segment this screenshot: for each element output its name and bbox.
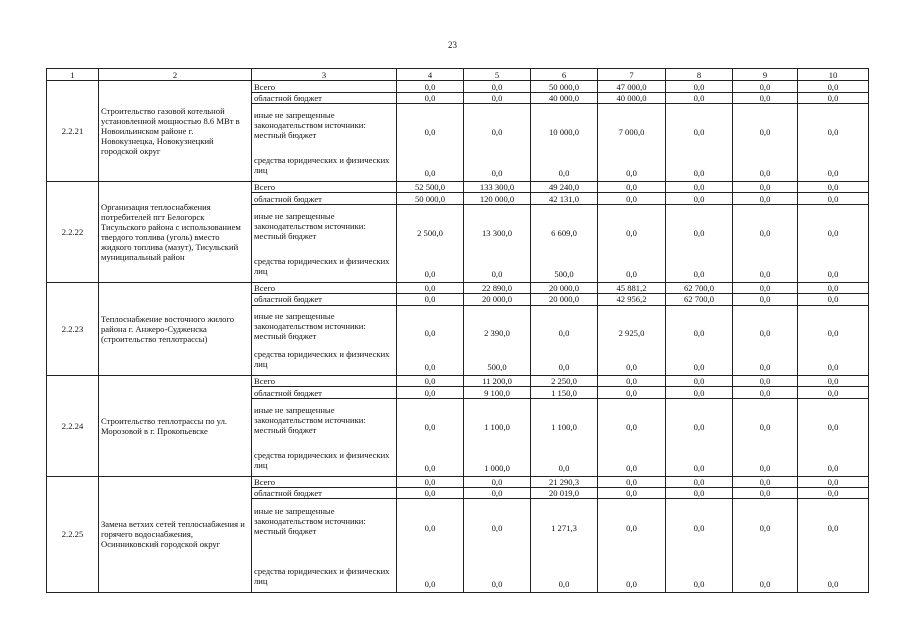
source-local: местный бюджет [254, 331, 317, 342]
value-local: 0,0 [759, 522, 771, 533]
value-pair [531, 499, 598, 593]
value-legal: 0,0 [424, 268, 436, 279]
value-pair [464, 204, 531, 282]
item-name: Строительство газовой котельной установленной мощностью 8.6 МВт в Новоильинском районе г. Новокузнецка, Новокузнецкий городской округ [99, 81, 252, 182]
value-pair [598, 305, 666, 376]
value-cell: 0,0 [733, 282, 798, 293]
value-cell: 0,0 [798, 294, 869, 305]
source-other-header: иные не запрещенные законодательством источники: [254, 311, 366, 332]
column-header: 1 [47, 69, 99, 81]
value-pair [397, 499, 464, 593]
value-cell: 0,0 [598, 476, 666, 487]
value-pair [531, 305, 598, 376]
value-cell: 0,0 [798, 282, 869, 293]
value-legal: 0,0 [693, 268, 705, 279]
source-total: Всего [252, 282, 397, 293]
value-pair [464, 398, 531, 476]
value-cell: 0,0 [798, 476, 869, 487]
source-legal: средства юридических и физических лиц [254, 449, 390, 470]
source-legal: средства юридических и физических лиц [254, 349, 390, 370]
source-legal: средства юридических и физических лиц [254, 565, 390, 586]
item-number: 2.2.22 [47, 182, 99, 283]
value-local: 0,0 [424, 127, 436, 138]
value-pair [397, 104, 464, 182]
value-cell: 0,0 [798, 81, 869, 92]
value-local: 0,0 [693, 421, 705, 432]
value-local: 0,0 [491, 127, 503, 138]
value-cell: 0,0 [666, 387, 733, 398]
value-legal: 0,0 [759, 578, 771, 589]
value-cell: 1 150,0 [531, 387, 598, 398]
value-cell: 0,0 [397, 476, 464, 487]
value-legal: 0,0 [759, 362, 771, 373]
value-cell: 0,0 [397, 387, 464, 398]
value-cell: 52 500,0 [397, 182, 464, 193]
value-pair [798, 398, 869, 476]
value-local: 0,0 [827, 127, 839, 138]
value-pair [666, 104, 733, 182]
value-local: 2 390,0 [484, 328, 510, 339]
value-pair [798, 104, 869, 182]
value-legal: 500,0 [487, 362, 507, 373]
value-local: 0,0 [759, 328, 771, 339]
value-pair [733, 204, 798, 282]
value-cell: 0,0 [397, 282, 464, 293]
value-legal: 0,0 [693, 168, 705, 179]
value-cell: 9 100,0 [464, 387, 531, 398]
source-total: Всего [252, 182, 397, 193]
value-cell: 0,0 [798, 488, 869, 499]
value-pair [464, 104, 531, 182]
value-cell: 0,0 [798, 182, 869, 193]
source-local: местный бюджет [254, 130, 317, 141]
item-number: 2.2.23 [47, 282, 99, 375]
value-cell: 0,0 [397, 488, 464, 499]
value-legal: 0,0 [693, 362, 705, 373]
value-local: 0,0 [491, 522, 503, 533]
value-cell: 0,0 [666, 488, 733, 499]
source-other-block [252, 499, 397, 593]
value-legal: 0,0 [424, 168, 436, 179]
table-row [47, 476, 869, 487]
value-legal: 0,0 [693, 462, 705, 473]
source-other-header: иные не запрещенные законодательством источники: [254, 404, 366, 425]
value-legal: 0,0 [827, 168, 839, 179]
value-local: 0,0 [626, 227, 637, 238]
value-legal: 0,0 [558, 362, 570, 373]
value-cell: 42 956,2 [598, 294, 666, 305]
source-total: Всего [252, 376, 397, 387]
value-pair [531, 204, 598, 282]
table-row [47, 376, 869, 387]
value-legal: 0,0 [626, 168, 637, 179]
value-cell: 0,0 [733, 92, 798, 103]
table-row [47, 182, 869, 193]
source-other-header: иные не запрещенные законодательством источники: [254, 110, 366, 131]
value-pair [464, 499, 531, 593]
value-cell: 133 300,0 [464, 182, 531, 193]
column-header: 10 [798, 69, 869, 81]
value-legal: 0,0 [626, 362, 637, 373]
value-pair [733, 104, 798, 182]
value-cell: 20 000,0 [464, 294, 531, 305]
value-legal: 0,0 [491, 168, 503, 179]
value-cell: 0,0 [798, 193, 869, 204]
column-header: 4 [397, 69, 464, 81]
value-legal: 0,0 [626, 268, 637, 279]
value-cell: 45 881,2 [598, 282, 666, 293]
value-local: 0,0 [827, 421, 839, 432]
source-legal: средства юридических и физических лиц [254, 255, 390, 276]
value-local: 10 000,0 [548, 127, 580, 138]
table-row [47, 81, 869, 92]
column-header: 7 [598, 69, 666, 81]
item-number: 2.2.24 [47, 376, 99, 477]
value-cell: 0,0 [733, 81, 798, 92]
value-local: 0,0 [759, 421, 771, 432]
table-row [47, 282, 869, 293]
value-legal: 0,0 [759, 462, 771, 473]
value-local: 0,0 [759, 227, 771, 238]
source-regional: областной бюджет [252, 387, 397, 398]
value-legal: 0,0 [827, 268, 839, 279]
source-other-block [252, 104, 397, 182]
value-local: 0,0 [693, 227, 705, 238]
source-total: Всего [252, 81, 397, 92]
value-pair [598, 204, 666, 282]
value-cell: 40 000,0 [531, 92, 598, 103]
value-pair [666, 305, 733, 376]
value-local: 1 100,0 [551, 421, 577, 432]
value-cell: 0,0 [397, 81, 464, 92]
value-local: 0,0 [558, 328, 570, 339]
source-total: Всего [252, 476, 397, 487]
value-cell: 62 700,0 [666, 282, 733, 293]
value-cell: 0,0 [733, 387, 798, 398]
value-local: 6 609,0 [551, 227, 577, 238]
value-pair [397, 398, 464, 476]
value-local: 0,0 [626, 421, 637, 432]
source-other-header: иные не запрещенные законодательством источники: [254, 210, 366, 231]
value-cell: 0,0 [464, 488, 531, 499]
item-number: 2.2.25 [47, 476, 99, 592]
value-pair [798, 499, 869, 593]
value-legal: 500,0 [554, 268, 574, 279]
item-name: Замена ветхих сетей теплоснабжения и горячего водоснабжения, Осинниковский городской округ [99, 476, 252, 592]
value-cell: 40 000,0 [598, 92, 666, 103]
value-local: 0,0 [827, 227, 839, 238]
value-cell: 62 700,0 [666, 294, 733, 305]
item-name: Теплоснабжение восточного жилого района г. Анжеро-Судженска (строительство теплотрассы) [99, 282, 252, 375]
source-legal: средства юридических и физических лиц [254, 155, 390, 176]
value-pair [733, 305, 798, 376]
value-cell: 0,0 [397, 294, 464, 305]
value-local: 0,0 [424, 328, 436, 339]
source-local: местный бюджет [254, 230, 317, 241]
value-cell: 2 250,0 [531, 376, 598, 387]
value-cell: 22 890,0 [464, 282, 531, 293]
value-pair [733, 398, 798, 476]
value-cell: 0,0 [733, 193, 798, 204]
value-local: 1 100,0 [484, 421, 510, 432]
value-cell: 0,0 [733, 182, 798, 193]
value-cell: 120 000,0 [464, 193, 531, 204]
value-legal: 0,0 [759, 168, 771, 179]
value-cell: 0,0 [733, 476, 798, 487]
value-pair [666, 499, 733, 593]
source-other-block [252, 204, 397, 282]
value-cell: 0,0 [464, 81, 531, 92]
value-cell: 0,0 [464, 92, 531, 103]
item-number: 2.2.21 [47, 81, 99, 182]
value-local: 0,0 [827, 522, 839, 533]
source-regional: областной бюджет [252, 92, 397, 103]
value-cell: 21 290,3 [531, 476, 598, 487]
value-legal: 0,0 [424, 578, 436, 589]
source-local: местный бюджет [254, 525, 317, 536]
value-cell: 0,0 [666, 193, 733, 204]
header-row [47, 69, 869, 81]
value-cell: 0,0 [666, 182, 733, 193]
value-cell: 11 200,0 [464, 376, 531, 387]
value-legal: 0,0 [491, 268, 503, 279]
column-header: 9 [733, 69, 798, 81]
value-pair [598, 499, 666, 593]
value-local: 0,0 [693, 127, 705, 138]
value-legal: 0,0 [558, 462, 570, 473]
value-cell: 0,0 [598, 193, 666, 204]
value-cell: 0,0 [598, 182, 666, 193]
value-local: 2 500,0 [417, 227, 443, 238]
value-local: 7 000,0 [618, 127, 645, 138]
value-legal: 0,0 [827, 578, 839, 589]
value-pair [531, 104, 598, 182]
value-cell: 0,0 [733, 488, 798, 499]
value-cell: 47 000,0 [598, 81, 666, 92]
value-cell: 0,0 [798, 387, 869, 398]
value-cell: 0,0 [397, 376, 464, 387]
value-local: 0,0 [424, 522, 436, 533]
value-cell: 0,0 [798, 376, 869, 387]
value-local: 2 925,0 [618, 328, 645, 339]
value-legal: 0,0 [759, 268, 771, 279]
value-local: 0,0 [693, 522, 705, 533]
value-legal: 0,0 [424, 362, 436, 373]
item-name: Строительство теплотрассы по ул. Морозовой в г. Прокопьевске [99, 376, 252, 477]
column-header: 2 [99, 69, 252, 81]
value-cell: 50 000,0 [531, 81, 598, 92]
value-legal: 0,0 [558, 578, 570, 589]
value-local: 0,0 [827, 328, 839, 339]
value-cell: 0,0 [666, 81, 733, 92]
value-cell: 42 131,0 [531, 193, 598, 204]
column-header: 5 [464, 69, 531, 81]
value-legal: 0,0 [693, 578, 705, 589]
value-pair [397, 305, 464, 376]
column-header: 6 [531, 69, 598, 81]
value-local: 1 271,3 [551, 522, 577, 533]
value-cell: 0,0 [666, 376, 733, 387]
value-legal: 0,0 [827, 462, 839, 473]
value-legal: 0,0 [424, 462, 436, 473]
value-pair [666, 398, 733, 476]
source-other-header: иные не запрещенные законодательством источники: [254, 505, 366, 526]
value-cell: 0,0 [598, 387, 666, 398]
value-local: 0,0 [759, 127, 771, 138]
value-pair [598, 104, 666, 182]
value-cell: 0,0 [733, 376, 798, 387]
page-number: 23 [448, 40, 457, 50]
value-cell: 49 240,0 [531, 182, 598, 193]
value-legal: 0,0 [626, 578, 637, 589]
value-pair [464, 305, 531, 376]
value-cell: 50 000,0 [397, 193, 464, 204]
value-pair [531, 398, 598, 476]
value-pair [598, 398, 666, 476]
value-local: 0,0 [424, 421, 436, 432]
value-local: 13 300,0 [481, 227, 513, 238]
column-header: 8 [666, 69, 733, 81]
source-local: местный бюджет [254, 424, 317, 435]
value-cell: 0,0 [733, 294, 798, 305]
source-regional: областной бюджет [252, 294, 397, 305]
funding-table [46, 68, 869, 593]
value-legal: 0,0 [827, 362, 839, 373]
value-local: 0,0 [693, 328, 705, 339]
value-cell: 0,0 [666, 476, 733, 487]
value-legal: 0,0 [558, 168, 570, 179]
value-cell: 20 019,0 [531, 488, 598, 499]
value-local: 0,0 [626, 522, 637, 533]
value-pair [733, 499, 798, 593]
value-legal: 1 000,0 [484, 462, 510, 473]
value-cell: 0,0 [598, 376, 666, 387]
value-legal: 0,0 [626, 462, 637, 473]
value-cell: 20 000,0 [531, 294, 598, 305]
value-cell: 0,0 [798, 92, 869, 103]
value-pair [798, 305, 869, 376]
value-cell: 0,0 [666, 92, 733, 103]
value-pair [798, 204, 869, 282]
value-pair [666, 204, 733, 282]
value-legal: 0,0 [491, 578, 503, 589]
source-regional: областной бюджет [252, 488, 397, 499]
source-other-block [252, 398, 397, 476]
value-cell: 0,0 [598, 488, 666, 499]
column-header: 3 [252, 69, 397, 81]
source-other-block [252, 305, 397, 376]
item-name: Организация теплоснабжения потребителей пгт Белогорск Тисульского района с использованием твердого топлива (уголь) вместо жидкого топлива (мазут), Тисульский муниципальный район [99, 182, 252, 283]
value-cell: 0,0 [397, 92, 464, 103]
value-pair [397, 204, 464, 282]
value-cell: 0,0 [464, 476, 531, 487]
source-regional: областной бюджет [252, 193, 397, 204]
value-cell: 20 000,0 [531, 282, 598, 293]
